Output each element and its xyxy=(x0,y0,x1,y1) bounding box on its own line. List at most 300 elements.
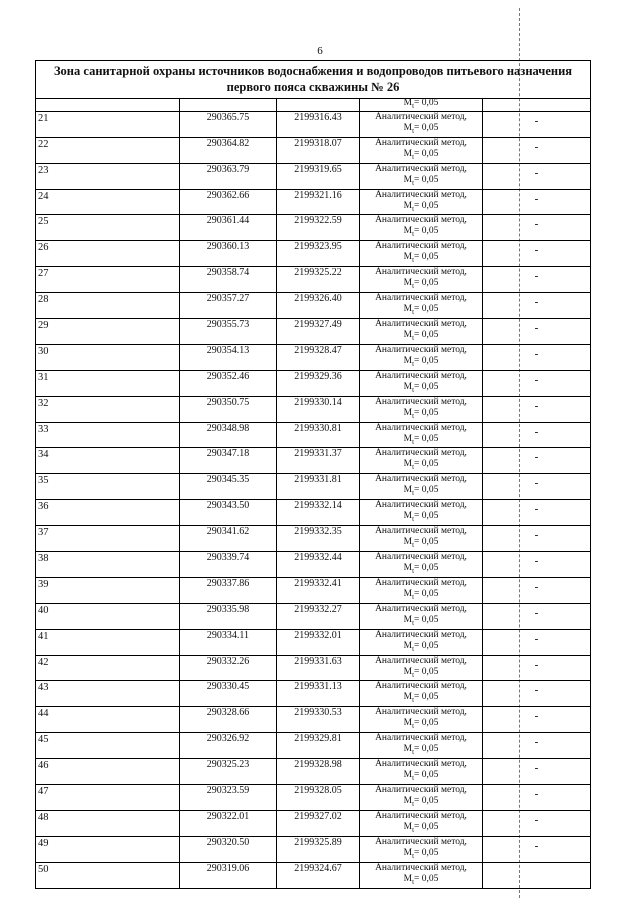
cell-x: 290364.82 xyxy=(180,137,277,163)
method-m-sub: t xyxy=(412,411,415,420)
table-row xyxy=(36,862,590,887)
cell-num: 41 xyxy=(36,629,180,655)
cell-method xyxy=(360,862,483,887)
cell-accuracy: - xyxy=(483,552,591,578)
cell-method xyxy=(360,655,483,681)
table-row xyxy=(36,319,590,345)
cell-accuracy: - xyxy=(483,111,591,137)
method-accuracy-formula xyxy=(360,848,482,862)
method-m-suffix: = 0,05 xyxy=(414,744,439,755)
method-m-sub: t xyxy=(412,359,415,368)
table-row xyxy=(36,526,590,552)
cell-y: 2199316.43 xyxy=(277,111,360,137)
method-m-sub: t xyxy=(412,670,415,679)
method-text: Аналитический метод, xyxy=(375,267,467,278)
method-text: Аналитический метод, xyxy=(375,862,467,873)
table-row xyxy=(36,111,590,137)
cell-method xyxy=(360,836,483,862)
method-m-suffix: = 0,05 xyxy=(414,666,439,677)
cell-num: 21 xyxy=(36,111,180,137)
table-row xyxy=(36,707,590,733)
coordinates-table-frame xyxy=(35,60,591,889)
method-m-suffix: = 0,05 xyxy=(414,718,439,729)
method-m-prefix: M xyxy=(403,821,413,832)
cell-method xyxy=(360,293,483,319)
cell-accuracy: - xyxy=(483,422,591,448)
cell-accuracy: - xyxy=(483,759,591,785)
cell-y: 2199321.16 xyxy=(277,189,360,215)
method-text: Аналитический метод, xyxy=(375,474,467,485)
method-accuracy-formula xyxy=(360,667,482,681)
table-row xyxy=(36,448,590,474)
table-row xyxy=(36,215,590,241)
cell-num: 37 xyxy=(36,526,180,552)
method-text: Аналитический метод, xyxy=(375,241,467,252)
cell-num: 30 xyxy=(36,344,180,370)
cell-num: 44 xyxy=(36,707,180,733)
cell-num: 38 xyxy=(36,552,180,578)
cell-y: 2199330.14 xyxy=(277,396,360,422)
cell-x: 290357.27 xyxy=(180,293,277,319)
method-accuracy-formula xyxy=(360,382,482,396)
cell-method xyxy=(360,759,483,785)
method-text: Аналитический метод, xyxy=(375,137,467,148)
cell-num: 29 xyxy=(36,319,180,345)
cell-y: 2199328.05 xyxy=(277,785,360,811)
method-m-prefix: M xyxy=(403,537,413,548)
method-text: Аналитический метод, xyxy=(375,577,467,588)
method-m-suffix: = 0,05 xyxy=(414,511,439,522)
table-row xyxy=(36,396,590,422)
cell-x: 290341.62 xyxy=(180,526,277,552)
method-m-suffix: = 0,05 xyxy=(414,459,439,470)
method-m-sub: t xyxy=(412,152,415,161)
cell-accuracy: - xyxy=(483,215,591,241)
method-accuracy-formula xyxy=(360,563,482,577)
cell-num: 39 xyxy=(36,577,180,603)
method-accuracy-formula xyxy=(360,278,482,292)
method-accuracy-formula xyxy=(360,692,482,706)
cell-accuracy: - xyxy=(483,785,591,811)
cell-accuracy: - xyxy=(483,707,591,733)
method-accuracy-formula xyxy=(360,641,482,655)
method-text: Аналитический метод, xyxy=(375,733,467,744)
method-m-prefix: M xyxy=(403,692,413,703)
method-accuracy-formula xyxy=(360,615,482,629)
table-row xyxy=(36,241,590,267)
cell-x: 290355.73 xyxy=(180,319,277,345)
cell-num: 49 xyxy=(36,836,180,862)
method-text: Аналитический метод, xyxy=(375,370,467,381)
method-m-prefix: M xyxy=(403,330,413,341)
table-row xyxy=(36,422,590,448)
cell-accuracy: - xyxy=(483,603,591,629)
method-m-suffix: = 0,05 xyxy=(414,821,439,832)
cell-num: 48 xyxy=(36,810,180,836)
cell-y: 2199332.41 xyxy=(277,577,360,603)
method-accuracy-formula xyxy=(360,434,482,448)
method-m-sub: t xyxy=(412,566,415,575)
method-text: Аналитический метод, xyxy=(375,836,467,847)
cell-num: 27 xyxy=(36,267,180,293)
table-row xyxy=(36,629,590,655)
cell-accuracy: - xyxy=(483,241,591,267)
cell-num: 26 xyxy=(36,241,180,267)
cell-x: 290347.18 xyxy=(180,448,277,474)
cell-y: 2199328.98 xyxy=(277,759,360,785)
cell-accuracy: - xyxy=(483,137,591,163)
method-m-suffix: = 0,05 xyxy=(414,122,439,133)
cell-accuracy xyxy=(483,862,591,887)
cell-y: 2199332.01 xyxy=(277,629,360,655)
method-text: Аналитический метод, xyxy=(375,526,467,537)
method-text: Аналитический метод, xyxy=(375,707,467,718)
method-accuracy-formula xyxy=(360,796,482,810)
method-m-suffix: = 0,05 xyxy=(414,433,439,444)
method-text: Аналитический метод, xyxy=(375,422,467,433)
method-m-suffix: = 0,05 xyxy=(414,770,439,781)
cell-y: 2199327.02 xyxy=(277,810,360,836)
cell-num: 22 xyxy=(36,137,180,163)
cell-num: 34 xyxy=(36,448,180,474)
method-m-suffix: = 0,05 xyxy=(414,847,439,858)
method-m-sub: t xyxy=(412,308,415,317)
cell-num: 46 xyxy=(36,759,180,785)
method-m-prefix: M xyxy=(403,200,413,211)
method-m-suffix: = 0,05 xyxy=(414,537,439,548)
method-m-prefix: M xyxy=(403,407,413,418)
cell-accuracy: - xyxy=(483,629,591,655)
method-accuracy-formula xyxy=(360,356,482,370)
method-text: Аналитический метод, xyxy=(375,500,467,511)
cell-accuracy: - xyxy=(483,163,591,189)
method-m-sub: t xyxy=(412,126,415,135)
method-text: Аналитический метод, xyxy=(375,655,467,666)
method-accuracy-formula xyxy=(360,408,482,422)
method-text: Аналитический метод, xyxy=(375,810,467,821)
cell-x: 290334.11 xyxy=(180,629,277,655)
method-m-sub: t xyxy=(412,592,415,601)
method-m-sub: t xyxy=(412,696,415,705)
cell-y: 2199326.40 xyxy=(277,293,360,319)
method-m-sub: t xyxy=(412,877,415,886)
cell-method xyxy=(360,603,483,629)
cell-method xyxy=(360,396,483,422)
method-text: Аналитический метод, xyxy=(375,681,467,692)
cell-x: 290337.86 xyxy=(180,577,277,603)
cell-y: 2199331.37 xyxy=(277,448,360,474)
method-accuracy-formula xyxy=(360,770,482,784)
method-m-suffix: = 0,05 xyxy=(414,355,439,366)
cell-method xyxy=(360,111,483,137)
cell-accuracy: - xyxy=(483,370,591,396)
cell-x: 290345.35 xyxy=(180,474,277,500)
method-m-sub: t xyxy=(412,722,415,731)
method-accuracy-formula xyxy=(360,537,482,551)
cell-method xyxy=(360,681,483,707)
method-m-sub: t xyxy=(412,825,415,834)
cell-method xyxy=(360,344,483,370)
method-m-suffix: = 0,05 xyxy=(414,148,439,159)
method-m-prefix: M xyxy=(403,433,413,444)
method-m-suffix: = 0,05 xyxy=(414,692,439,703)
cell-y: 2199323.95 xyxy=(277,241,360,267)
cell-method xyxy=(360,448,483,474)
method-m-prefix: M xyxy=(403,511,413,522)
cell-accuracy: - xyxy=(483,681,591,707)
method-accuracy-formula xyxy=(360,874,482,888)
method-m-prefix: M xyxy=(403,226,413,237)
method-text: Аналитический метод, xyxy=(375,163,467,174)
cell-num: 47 xyxy=(36,785,180,811)
method-text: Аналитический метод, xyxy=(375,344,467,355)
cell-y: 2199332.27 xyxy=(277,603,360,629)
cell-accuracy: - xyxy=(483,500,591,526)
method-m-prefix: M xyxy=(403,718,413,729)
method-m-prefix: M xyxy=(403,640,413,651)
cell-method xyxy=(360,526,483,552)
method-m-suffix: = 0,05 xyxy=(414,796,439,807)
cell-accuracy: - xyxy=(483,526,591,552)
table-row xyxy=(36,344,590,370)
method-m-prefix: M xyxy=(403,355,413,366)
method-m-sub: t xyxy=(412,748,415,757)
cell-y: 2199329.36 xyxy=(277,370,360,396)
table-row xyxy=(36,759,590,785)
cell-x: 290358.74 xyxy=(180,267,277,293)
table-row xyxy=(36,189,590,215)
method-m-suffix: = 0,05 xyxy=(414,588,439,599)
cell-x: 290350.75 xyxy=(180,396,277,422)
method-m-suffix: = 0,05 xyxy=(414,485,439,496)
method-accuracy-formula xyxy=(360,330,482,344)
cell-method xyxy=(360,733,483,759)
method-m-sub: t xyxy=(412,385,415,394)
table-row xyxy=(36,655,590,681)
cell-y: 2199332.44 xyxy=(277,552,360,578)
method-m-prefix: M xyxy=(403,744,413,755)
cell-method xyxy=(360,163,483,189)
cell-x: 290361.44 xyxy=(180,215,277,241)
cell-method xyxy=(360,137,483,163)
method-m-suffix: = 0,05 xyxy=(414,873,439,884)
method-m-sub: t xyxy=(412,282,415,291)
cell-x: 290339.74 xyxy=(180,552,277,578)
method-accuracy-formula xyxy=(360,226,482,240)
cell-accuracy: - xyxy=(483,189,591,215)
cell-method xyxy=(360,785,483,811)
cell-num: 40 xyxy=(36,603,180,629)
method-m-sub: t xyxy=(412,204,415,213)
table-title: Зона санитарной охраны источников водоснабжения и водопроводов питьевого назначения первого пояса скважины № 26 xyxy=(36,61,590,99)
cell-y: 2199319.65 xyxy=(277,163,360,189)
table-row xyxy=(36,681,590,707)
cell-method xyxy=(360,267,483,293)
method-m-suffix: = 0,05 xyxy=(414,200,439,211)
table-row xyxy=(36,293,590,319)
method-accuracy-formula xyxy=(360,149,482,163)
table-row xyxy=(36,267,590,293)
cell-accuracy: - xyxy=(483,733,591,759)
method-m-sub: t xyxy=(412,799,415,808)
method-m-prefix: M xyxy=(403,614,413,625)
method-text: Аналитический метод, xyxy=(375,319,467,330)
cell-accuracy: - xyxy=(483,448,591,474)
table-row xyxy=(36,163,590,189)
cell-y: 2199318.07 xyxy=(277,137,360,163)
method-m-prefix: M xyxy=(403,122,413,133)
cell-num: 32 xyxy=(36,396,180,422)
cell-y: 2199332.35 xyxy=(277,526,360,552)
method-m-suffix: = 0,05 xyxy=(414,252,439,263)
table-row xyxy=(36,603,590,629)
method-accuracy-formula xyxy=(360,744,482,758)
method-accuracy-formula xyxy=(360,304,482,318)
cell-y: 2199332.14 xyxy=(277,500,360,526)
method-accuracy-formula xyxy=(360,123,482,137)
cell-accuracy xyxy=(483,99,591,111)
cell-x: 290343.50 xyxy=(180,500,277,526)
cell-x: 290323.59 xyxy=(180,785,277,811)
method-m-prefix: M xyxy=(403,796,413,807)
table-row xyxy=(36,785,590,811)
method-text: Аналитический метод, xyxy=(375,396,467,407)
cell-x: 290325.23 xyxy=(180,759,277,785)
table-row xyxy=(36,577,590,603)
cell-y: 2199330.81 xyxy=(277,422,360,448)
method-m-sub: t xyxy=(412,618,415,627)
table-row xyxy=(36,137,590,163)
method-m-sub: t xyxy=(412,256,415,265)
method-text: Аналитический метод, xyxy=(375,759,467,770)
method-accuracy-formula xyxy=(360,511,482,525)
cell-x: 290362.66 xyxy=(180,189,277,215)
method-m-suffix: = 0,05 xyxy=(414,304,439,315)
table-row xyxy=(36,474,590,500)
cell-y: 2199331.81 xyxy=(277,474,360,500)
method-text: Аналитический метод, xyxy=(375,111,467,122)
method-text: Аналитический метод, xyxy=(375,785,467,796)
cell-y: 2199327.49 xyxy=(277,319,360,345)
cell-num: 35 xyxy=(36,474,180,500)
table-row xyxy=(36,370,590,396)
method-m-sub: t xyxy=(412,644,415,653)
table-row xyxy=(36,733,590,759)
cell-accuracy: - xyxy=(483,396,591,422)
method-m-sub: t xyxy=(412,178,415,187)
method-m-prefix: M xyxy=(403,873,413,884)
method-m-sub: t xyxy=(412,851,415,860)
method-m-suffix: = 0,05 xyxy=(414,330,439,341)
cell-y xyxy=(277,99,360,111)
method-m-suffix: = 0,05 xyxy=(414,226,439,237)
cell-num: 36 xyxy=(36,500,180,526)
cell-method xyxy=(360,241,483,267)
cell-method xyxy=(360,319,483,345)
cell-num: 42 xyxy=(36,655,180,681)
cell-x: 290365.75 xyxy=(180,111,277,137)
method-text: Аналитический метод, xyxy=(375,189,467,200)
table-row-continuation xyxy=(36,99,590,111)
method-m-sub: t xyxy=(412,541,415,550)
cell-x: 290335.98 xyxy=(180,603,277,629)
method-m-suffix: = 0,05 xyxy=(414,614,439,625)
cell-accuracy: - xyxy=(483,344,591,370)
method-m-prefix: M xyxy=(403,252,413,263)
cell-method xyxy=(360,474,483,500)
cell-accuracy: - xyxy=(483,577,591,603)
method-m-suffix: = 0,05 xyxy=(414,640,439,651)
method-m-prefix: M xyxy=(403,381,413,392)
method-m-sub: t xyxy=(412,463,415,472)
method-m-prefix: M xyxy=(403,485,413,496)
method-m-prefix: M xyxy=(403,563,413,574)
cell-num: 31 xyxy=(36,370,180,396)
cell-method xyxy=(360,810,483,836)
method-text: Аналитический метод, xyxy=(375,603,467,614)
method-m-suffix: = 0,05 xyxy=(414,278,439,289)
method-accuracy-formula xyxy=(360,252,482,266)
cell-num: 43 xyxy=(36,681,180,707)
cell-num: 33 xyxy=(36,422,180,448)
method-m-prefix: M xyxy=(403,98,413,108)
cell-x: 290330.45 xyxy=(180,681,277,707)
table-row xyxy=(36,810,590,836)
method-text: Аналитический метод, xyxy=(375,215,467,226)
cell-x: 290320.50 xyxy=(180,836,277,862)
method-m-sub: t xyxy=(412,437,415,446)
cell-x: 290322.01 xyxy=(180,810,277,836)
method-m-prefix: M xyxy=(403,278,413,289)
cell-method xyxy=(360,370,483,396)
method-m-sub: t xyxy=(412,774,415,783)
cell-num: 28 xyxy=(36,293,180,319)
cell-num xyxy=(36,99,180,111)
cell-y: 2199331.13 xyxy=(277,681,360,707)
cell-num: 24 xyxy=(36,189,180,215)
cell-y: 2199328.47 xyxy=(277,344,360,370)
coordinates-table xyxy=(36,99,590,888)
method-text: Аналитический метод, xyxy=(375,552,467,563)
cell-y: 2199324.67 xyxy=(277,862,360,887)
method-text: Аналитический метод, xyxy=(375,293,467,304)
cell-y: 2199325.89 xyxy=(277,836,360,862)
cell-method xyxy=(360,189,483,215)
cell-y: 2199325.22 xyxy=(277,267,360,293)
method-m-sub: t xyxy=(412,489,415,498)
cell-accuracy: - xyxy=(483,836,591,862)
page-number: 6 xyxy=(317,45,323,57)
cell-x: 290326.92 xyxy=(180,733,277,759)
cell-y: 2199329.81 xyxy=(277,733,360,759)
cell-accuracy: - xyxy=(483,655,591,681)
method-text: Аналитический метод, xyxy=(375,448,467,459)
method-accuracy-formula xyxy=(360,175,482,189)
method-m-prefix: M xyxy=(403,770,413,781)
method-accuracy-formula xyxy=(360,459,482,473)
cell-accuracy: - xyxy=(483,810,591,836)
cell-num: 45 xyxy=(36,733,180,759)
cell-x: 290332.26 xyxy=(180,655,277,681)
method-accuracy-formula xyxy=(360,718,482,732)
method-m-prefix: M xyxy=(403,459,413,470)
cell-method xyxy=(360,99,483,111)
cell-method xyxy=(360,577,483,603)
method-text: Аналитический метод, xyxy=(375,629,467,640)
cell-method xyxy=(360,500,483,526)
method-accuracy-formula xyxy=(360,201,482,215)
cell-x: 290328.66 xyxy=(180,707,277,733)
